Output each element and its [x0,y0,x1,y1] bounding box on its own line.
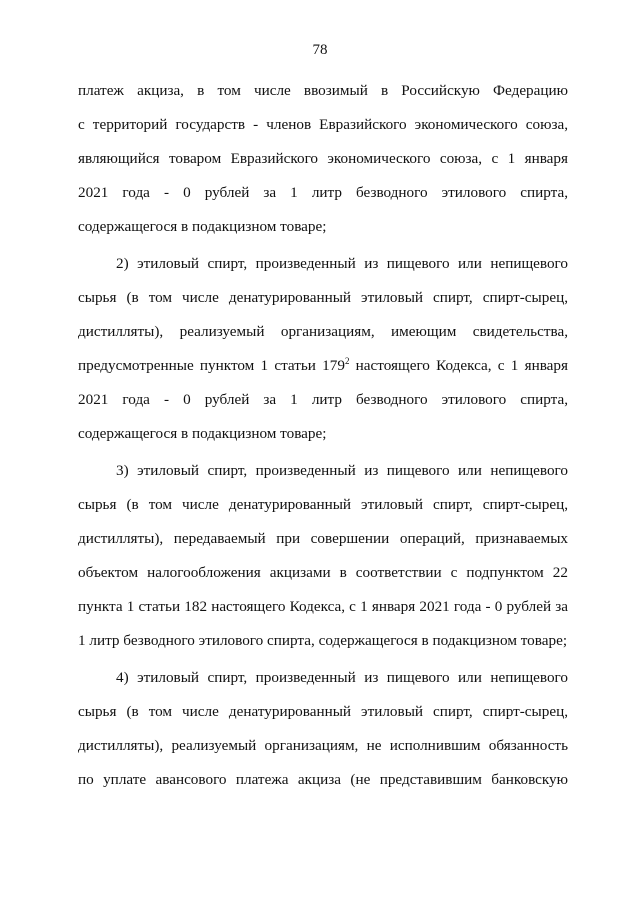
text-line: с территорий государств - членов Евразийского экономического союза, [78,116,568,133]
document-body [78,74,568,800]
text-line: пункта 1 статьи 182 настоящего Кодекса, с 1 января 2021 года - 0 рублей за [78,598,568,615]
text-line: 3) этиловый спирт, произведенный из пищевого или непищевого [116,462,568,479]
text-line: дистилляты), реализуемый организациям, имеющим свидетельства, [78,323,568,340]
text-line: 4) этиловый спирт, произведенный из пищевого или непищевого [116,669,568,686]
page-number: 78 [312,42,328,58]
text-line: являющийся товаром Евразийского экономического союза, с 1 января [78,150,568,167]
text-line: дистилляты), реализуемый организациям, не исполнившим обязанность [78,737,568,754]
paragraph-continuation [78,74,568,244]
text-line-with-superscript [78,349,568,383]
text-line: сырья (в том числе денатурированный этиловый спирт, спирт-сырец, [78,496,568,513]
text-line: по уплате авансового платежа акциза (не представившим банковскую [78,771,568,788]
superscript: 2 [344,356,350,366]
text-line: 2021 года - 0 рублей за 1 литр безводного этилового спирта, [78,184,568,201]
text-line: 2) этиловый спирт, произведенный из пищевого или непищевого [116,255,568,272]
text-line: платеж акциза, в том числе ввозимый в Российскую Федерацию [78,82,568,99]
text-line: содержащегося в подакцизном товаре; [78,425,327,442]
text-line: дистилляты), передаваемый при совершении операций, признаваемых [78,530,568,547]
text-segment: настоящего Кодекса, с 1 января [349,357,568,374]
text-line: объектом налогообложения акцизами в соответствии с подпунктом 22 [78,564,568,581]
text-segment: предусмотренные пунктом 1 статьи 179 [78,357,345,374]
paragraph-item-3 [78,454,568,658]
text-line: содержащегося в подакцизном товаре; [78,218,327,235]
text-line: 2021 года - 0 рублей за 1 литр безводного этилового спирта, [78,391,568,408]
text-line: 1 литр безводного этилового спирта, содержащегося в подакцизном товаре; [78,632,568,649]
text-line: сырья (в том числе денатурированный этиловый спирт, спирт-сырец, [78,703,568,720]
paragraph-item-4 [78,661,568,797]
paragraph-item-2 [78,247,568,451]
text-line: сырья (в том числе денатурированный этиловый спирт, спирт-сырец, [78,289,568,306]
